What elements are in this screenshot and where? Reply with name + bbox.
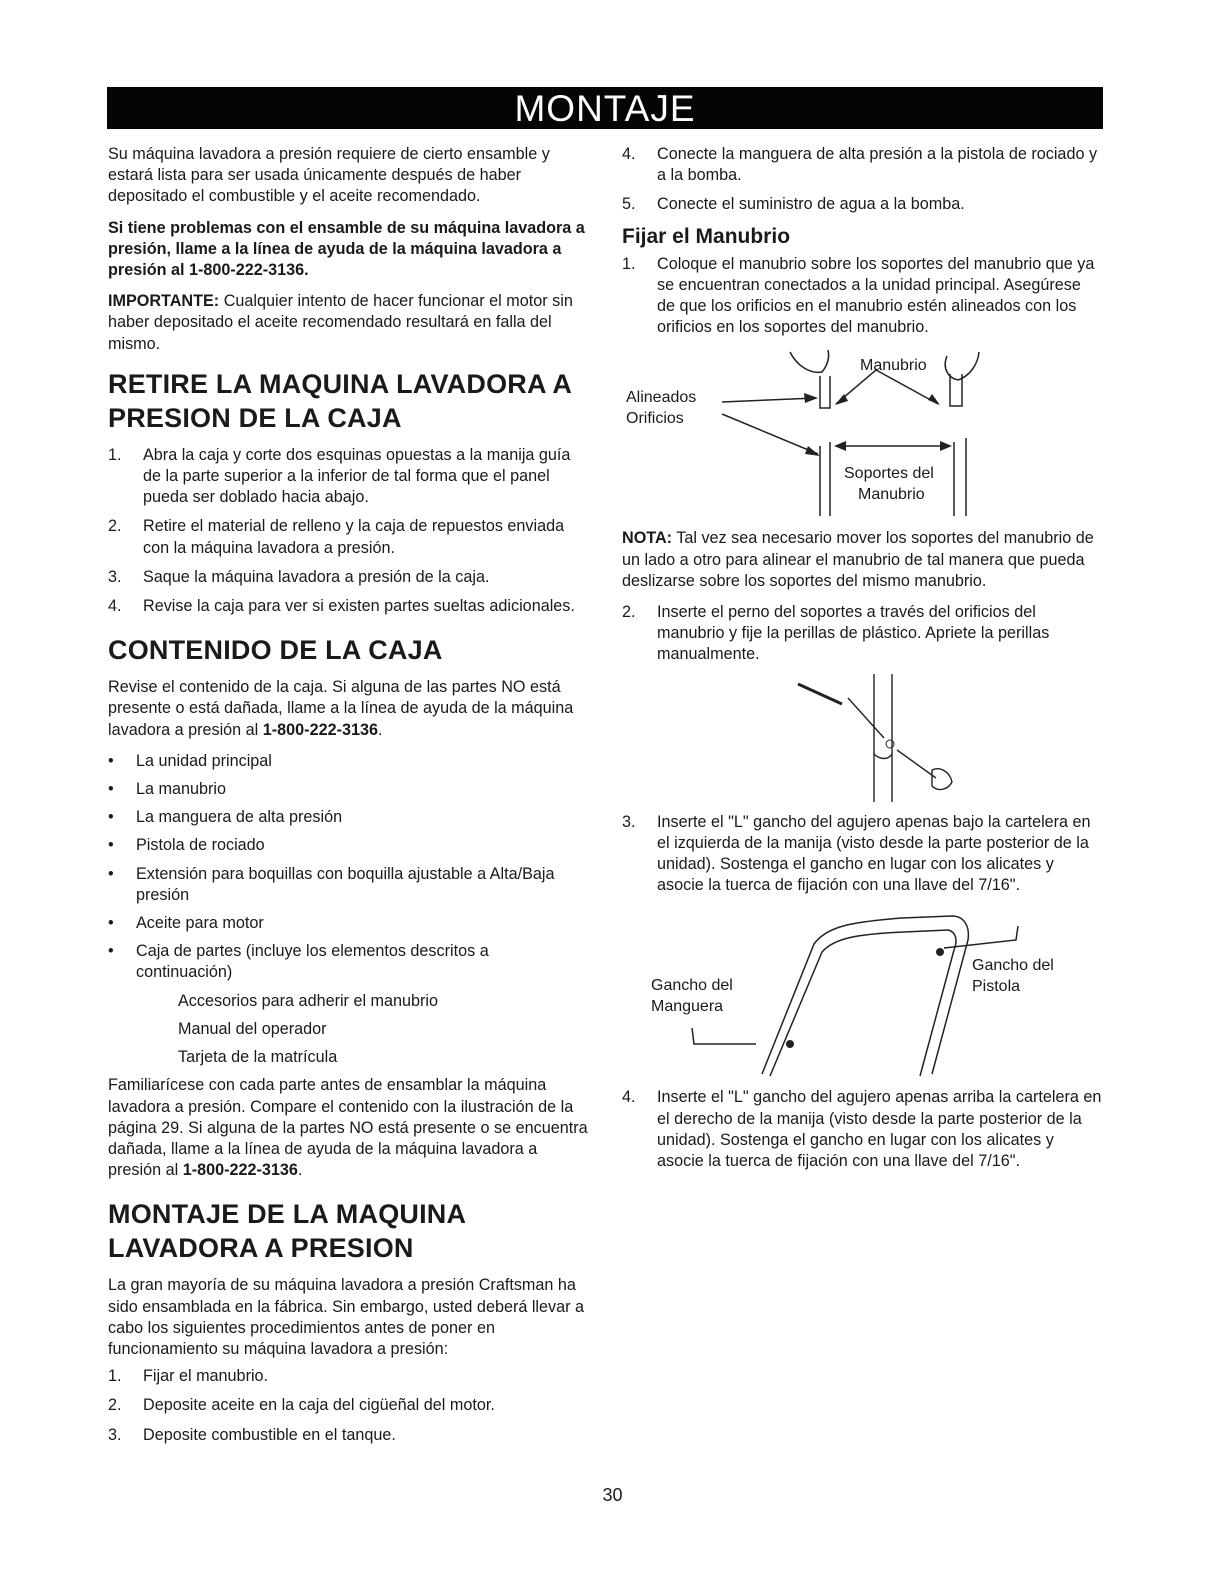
list-item [622, 254, 1102, 339]
step-number: 3. [622, 812, 636, 831]
list-item [622, 812, 1102, 897]
list-item [622, 194, 1102, 215]
important-notice [108, 291, 588, 355]
list-item [108, 567, 588, 588]
step-number: 2. [108, 517, 122, 536]
assembly-intro: La gran mayoría de su máquina lavadora a presión Craftsman ha sido ensamblada en la fábrica. Sin embargo, usted deberá llevar a cabo los siguientes procedimientos antes de poner en funcionamiento su máquina lavadora a presión: [108, 1276, 585, 1358]
orificios-label: Orificios [626, 410, 684, 428]
list-item [108, 596, 588, 617]
step-number: 5. [622, 195, 636, 214]
list-item: • Pistola de rociado [108, 835, 588, 856]
gun-hook-label-line2: Pistola [972, 978, 1021, 996]
assembly-section-title: MONTAJE DE LA MAQUINA LAVADORA A PRESION [108, 1199, 466, 1264]
step-text: Abra la caja y corte dos esquinas opuestas a la manija guía de la parte superior a la inferior de tal forma que el panel pueda ser doblado hacia abajo. [143, 445, 571, 507]
list-item [108, 1395, 588, 1416]
list-item [622, 602, 1102, 666]
step-text: Conecte el suministro de agua a la bomba. [657, 195, 965, 214]
list-item [108, 516, 588, 558]
list-item [108, 1425, 588, 1446]
step-text: Inserte el perno del soportes a través del orificios del manubrio y fije la perillas de plástico. Apriete la perillas manualmente. [657, 603, 1050, 664]
assembly-steps-continued [622, 144, 1102, 216]
handle-steps-2 [622, 602, 1102, 666]
sub-item: Accesorios para adherir el manubrio [178, 991, 439, 1010]
help-phone: 1-800-222-3136 [182, 1161, 298, 1180]
hose-hook-label: Gancho del [651, 977, 733, 995]
left-column [108, 144, 588, 1454]
step-number: 1. [108, 1367, 122, 1386]
handle-steps [622, 254, 1102, 339]
step-text: Retire el material de relleno y la caja de repuestos enviada con la máquina lavadora a presión. [143, 517, 565, 557]
contents-intro-text: Revise el contenido de la caja. Si alguna de las partes NO está presente o está dañada, llame a la línea de ayuda de la máquina lavadora a presión al [108, 678, 574, 739]
step-number: 4. [622, 1088, 636, 1107]
list-item [108, 1366, 588, 1387]
contents-outro-end: . [297, 1161, 303, 1180]
step-number: 1. [108, 445, 122, 464]
step-text: Conecte la manguera de alta presión a la pistola de rociado y a la bomba. [657, 145, 1098, 185]
list-item [622, 1087, 1102, 1172]
gun-hook-label: Gancho del [972, 957, 1054, 975]
contents-outro-text: Familiarícese con cada parte antes de ensamblar la máquina lavadora a presión. Compare el contenido con la ilustración de la página 29. Si alguna de la partes NO está presente o se encuentra dañada, llame a la línea de ayuda de la máquina lavadora a presión al [108, 1076, 588, 1180]
manubrio-label: Manubrio [860, 357, 927, 375]
right-column [622, 144, 1102, 1180]
contents-intro-end: . [377, 720, 383, 739]
step-number: 1. [622, 254, 636, 273]
handle-alignment-figure [622, 346, 1102, 516]
handle-steps-3 [622, 812, 1102, 897]
note [622, 528, 1102, 592]
step-text: Fijar el manubrio. [143, 1367, 269, 1386]
step-text: Deposite aceite en la caja del cigüeñal del motor. [143, 1396, 495, 1415]
step-text: Coloque el manubrio sobre los soportes del manubrio que ya se encuentran conectados a la unidad principal. Asegúrese de que los orificios en el manubrio estén alineados con los orificios en los soportes del manubrio. [657, 254, 1095, 337]
help-line-notice: Si tiene problemas con el ensamble de su máquina lavadora a presión, llame a la línea de ayuda de la máquina lavadora a presión al 1-800-222-3136. [108, 218, 585, 280]
step-text: Saque la máquina lavadora a presión de la caja. [143, 567, 490, 586]
note-text: Tal vez sea necesario mover los soportes del manubrio de un lado a otro para alinear el manubrio de tal manera que pueda deslizarse sobre los soportes del mismo manubrio. [622, 529, 1094, 590]
page-number: 30 [602, 1485, 623, 1505]
list-item: • Caja de partes (incluye los elementos descritos a continuación) [108, 941, 588, 983]
list-item: • La unidad principal [108, 751, 588, 772]
soportes-label: Soportes del [844, 465, 934, 483]
step-number: 3. [108, 567, 122, 586]
step-text: Deposite combustible en el tanque. [143, 1425, 396, 1444]
list-item: • La manguera de alta presión [108, 807, 588, 828]
list-item [622, 144, 1102, 186]
contents-section-title: CONTENIDO DE LA CAJA [108, 635, 443, 666]
hose-hook-label-line2: Manguera [651, 998, 724, 1016]
step-number: 3. [108, 1425, 122, 1444]
step-text: Inserte el "L" gancho del agujero apenas bajo la cartelera en el izquierda de la manija (visto desde la parte posterior de la unidad). Sostenga el gancho en lugar con los alicates y asocie la tuerca de fijación con una llave del 7/16". [657, 812, 1091, 895]
contents-list [108, 751, 588, 984]
bolt-knob-figure [622, 674, 1102, 804]
help-phone: 1-800-222-3136 [262, 720, 378, 739]
list-item: • Extensión para boquillas con boquilla ajustable a Alta/Baja presión [108, 864, 588, 906]
step-number: 2. [622, 603, 636, 622]
sub-item: Tarjeta de la matrícula [178, 1048, 338, 1067]
bolt-knob-illustration [622, 674, 1102, 804]
step-number: 4. [108, 597, 122, 616]
contents-outro [108, 1075, 588, 1181]
soportes-label-line2: Manubrio [858, 486, 925, 504]
handle-section-title: Fijar el Manubrio [622, 224, 791, 248]
step-text: Revise la caja para ver si existen partes sueltas adicionales. [143, 597, 575, 616]
alineados-label: Alineados [626, 389, 697, 407]
note-label: NOTA: [622, 529, 673, 548]
important-label: IMPORTANTE: [108, 292, 220, 311]
step-number: 2. [108, 1396, 122, 1415]
sub-item: Manual del operador [178, 1019, 327, 1038]
remove-section-title: RETIRE LA MAQUINA LAVADORA A PRESION DE LA CAJA [108, 368, 572, 433]
handle-steps-4 [622, 1087, 1102, 1172]
contents-intro [108, 677, 588, 741]
hooks-figure [622, 904, 1102, 1079]
step-number: 4. [622, 145, 636, 163]
intro-paragraph: Su máquina lavadora a presión requiere de cierto ensamble y estará lista para ser usada únicamente después de haber depositado el combustible y el aceite recomendado. [108, 145, 550, 206]
step-text: Inserte el "L" gancho del agujero apenas arriba la cartelera en el derecho de la manija (visto desde la parte posterior de la unidad). Sostenga el gancho en lugar con los alicates y asocie la tuerca de fijación con una llave del 7/16". [657, 1088, 1102, 1171]
remove-steps [108, 445, 588, 617]
list-item [108, 445, 588, 509]
assembly-steps [108, 1366, 588, 1446]
list-item: • Aceite para motor [108, 913, 588, 934]
important-text: Cualquier intento de hacer funcionar el motor sin haber depositado el aceite recomendado resultará en falla del mismo. [108, 292, 573, 353]
page-banner: MONTAJE [107, 87, 1103, 129]
list-item: • La manubrio [108, 779, 588, 800]
